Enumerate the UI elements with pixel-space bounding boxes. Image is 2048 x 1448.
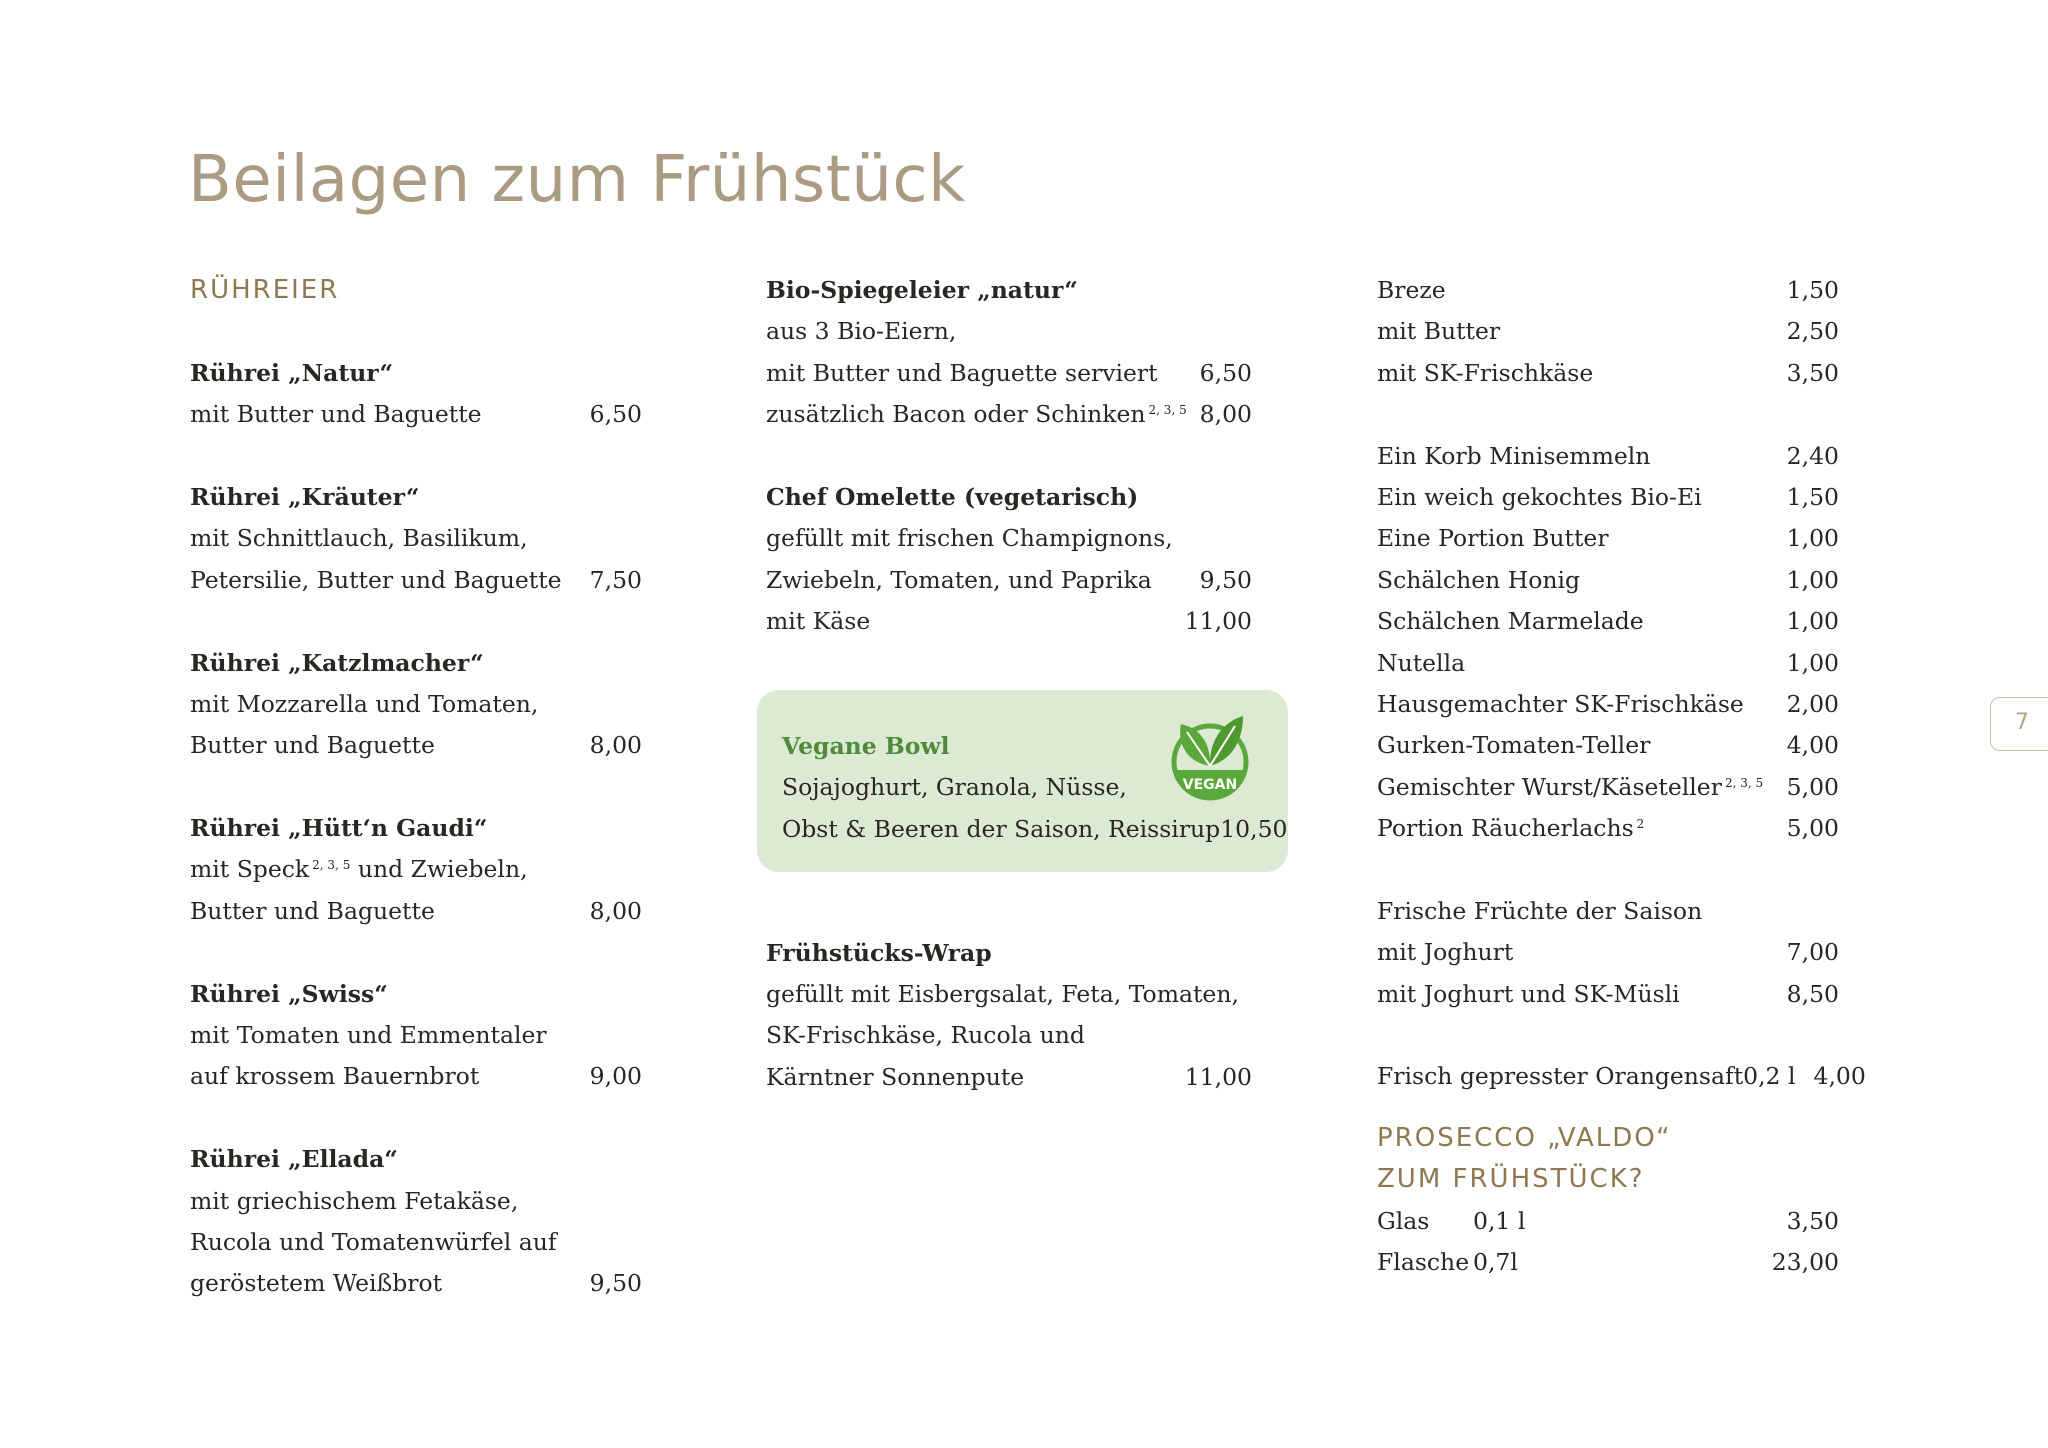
price: 8,00 bbox=[589, 731, 642, 760]
menu-item-line: aus 3 Bio-Eiern, bbox=[766, 317, 957, 346]
menu-item-name: Rührei „Natur“ bbox=[190, 358, 394, 387]
menu-item-line: mit Schnittlauch, Basilikum, bbox=[190, 524, 528, 553]
allergen-footnote: 2, 3, 5 bbox=[1724, 775, 1764, 790]
menu-item-name: Bio-Spiegeleier „natur“ bbox=[766, 276, 1078, 304]
menu-item-line: SK-Frischkäse, Rucola und bbox=[766, 1021, 1085, 1050]
menu-item-line: Eine Portion Butter 1,00 bbox=[1377, 518, 1839, 559]
price: 8,00 bbox=[1199, 400, 1252, 429]
price: 1,00 bbox=[1786, 607, 1839, 636]
section-heading-ruehreier: RÜHREIER bbox=[190, 275, 340, 305]
price: 2,00 bbox=[1786, 689, 1839, 718]
price: 1,50 bbox=[1786, 482, 1839, 511]
menu-item-line: Frische Früchte der Saison bbox=[1377, 896, 1703, 925]
price: 1,00 bbox=[1786, 565, 1839, 594]
menu-item-line: Obst & Beeren der Saison, Reissirup 10,50 bbox=[782, 809, 1252, 850]
menu-item-name: Chef Omelette (vegetarisch) bbox=[766, 482, 1139, 511]
vegan-leaf-icon bbox=[1167, 710, 1253, 802]
serving-size: 0,1 l bbox=[1473, 1206, 1526, 1235]
price: 7,00 bbox=[1786, 938, 1839, 967]
price: 2,40 bbox=[1786, 441, 1839, 470]
menu-item-line: Breze 1,50 bbox=[1377, 270, 1839, 311]
menu-item-name: Rührei „Hütt‘n Gaudi“ bbox=[190, 814, 488, 843]
menu-item-line: Gurken-Tomaten-Teller 4,00 bbox=[1377, 725, 1839, 766]
price: 8,00 bbox=[589, 896, 642, 925]
price: 5,00 bbox=[1786, 814, 1839, 843]
menu-item-name: Rührei „Kräuter“ bbox=[190, 482, 420, 511]
price: 6,50 bbox=[589, 400, 642, 429]
menu-item-line: mit Joghurt 7,00 bbox=[1377, 932, 1839, 973]
menu-item-line: mit SK-Frischkäse 3,50 bbox=[1377, 353, 1839, 394]
price: 8,50 bbox=[1786, 979, 1839, 1008]
price: 3,50 bbox=[1786, 358, 1839, 387]
column-eier-omelette bbox=[766, 270, 1252, 1098]
menu-item-line: mit Joghurt und SK-Müsli 8,50 bbox=[1377, 974, 1839, 1015]
allergen-footnote: 2 bbox=[1636, 817, 1645, 832]
svg-text:VEGAN: VEGAN bbox=[1182, 777, 1238, 793]
menu-item-line: mit Speck $^{2, 3, 5}$ und Zwiebeln, bbox=[190, 855, 528, 884]
serving-size: 0,7l bbox=[1473, 1247, 1518, 1276]
menu-item-line: Frisch gepresster Orangensaft 0,2 l 4,00 bbox=[1377, 1056, 1839, 1097]
price: 11,00 bbox=[1184, 607, 1252, 636]
menu-item-line: Rucola und Tomatenwürfel auf bbox=[190, 1227, 557, 1256]
menu-item-name: Vegane Bowl bbox=[782, 732, 950, 760]
price: 4,00 bbox=[1813, 1062, 1866, 1091]
menu-item-line: mit Tomaten und Emmentaler bbox=[190, 1021, 547, 1050]
menu-item-line: Nutella 1,00 bbox=[1377, 643, 1839, 684]
menu-item-line: Hausgemachter SK-Frischkäse 2,00 bbox=[1377, 684, 1839, 725]
vegan-bowl-box bbox=[757, 690, 1288, 872]
column-beilagen bbox=[1377, 270, 1866, 1283]
menu-item-line: Portion Räucherlachs $^2$ 5,00 bbox=[1377, 808, 1839, 849]
menu-item-line: mit Butter und Baguette serviert 6,50 bbox=[766, 353, 1252, 394]
column-ruehreier bbox=[190, 270, 642, 1305]
price: 23,00 bbox=[1771, 1247, 1839, 1276]
menu-item-name: Rührei „Katzlmacher“ bbox=[190, 648, 484, 677]
price: 11,00 bbox=[1184, 1062, 1252, 1091]
section-heading-prosecco: PROSECCO „VALDO“ bbox=[1377, 1122, 1672, 1153]
menu-item-line: Petersilie, Butter und Baguette 7,50 bbox=[190, 560, 642, 601]
menu-item-line: mit Käse 11,00 bbox=[766, 601, 1252, 642]
price: 4,00 bbox=[1786, 731, 1839, 760]
price: 1,50 bbox=[1786, 276, 1839, 304]
menu-item-name: Rührei „Swiss“ bbox=[190, 979, 388, 1008]
price: 6,50 bbox=[1199, 358, 1252, 387]
menu-item-line: Kärntner Sonnenpute 11,00 bbox=[766, 1057, 1252, 1098]
menu-item-line: Schälchen Marmelade 1,00 bbox=[1377, 601, 1839, 642]
menu-item-line: Butter und Baguette 8,00 bbox=[190, 725, 642, 766]
menu-item-line: Schälchen Honig 1,00 bbox=[1377, 560, 1839, 601]
menu-item-line: Sojajoghurt, Granola, Nüsse, bbox=[782, 773, 1127, 802]
menu-item-line: Gemischter Wurst/Käseteller $^{2, 3, 5}$ 5,00 bbox=[1377, 767, 1839, 808]
menu-item-name: Frühstücks-Wrap bbox=[766, 938, 992, 967]
menu-item-line: Ein weich gekochtes Bio-Ei 1,50 bbox=[1377, 477, 1839, 518]
menu-item-line: mit Butter und Baguette 6,50 bbox=[190, 394, 642, 435]
section-heading-prosecco: ZUM FRÜHSTÜCK? bbox=[1377, 1164, 1645, 1195]
price: 2,50 bbox=[1786, 317, 1839, 346]
menu-item-line: geröstetem Weißbrot 9,50 bbox=[190, 1263, 642, 1304]
menu-item-line: gefüllt mit Eisbergsalat, Feta, Tomaten, bbox=[766, 979, 1239, 1008]
allergen-footnote: 2, 3, 5 bbox=[1148, 403, 1187, 418]
menu-item-line: mit Mozzarella und Tomaten, bbox=[190, 689, 539, 718]
menu-item-line: gefüllt mit frischen Champignons, bbox=[766, 524, 1173, 553]
allergen-footnote: 2, 3, 5 bbox=[312, 858, 351, 873]
menu-item-line: Zwiebeln, Tomaten, und Paprika 9,50 bbox=[766, 560, 1252, 601]
price: 1,00 bbox=[1786, 648, 1839, 677]
page-title: Beilagen zum Frühstück bbox=[188, 142, 966, 217]
menu-item-line: mit griechischem Fetakäse, bbox=[190, 1186, 519, 1215]
menu-item-line: Glas 0,1 l 3,50 bbox=[1377, 1201, 1839, 1242]
price: 9,50 bbox=[1199, 565, 1252, 594]
price: 9,50 bbox=[589, 1269, 642, 1298]
price: 5,00 bbox=[1786, 772, 1839, 801]
page-number-tab: 7 bbox=[1990, 697, 2048, 751]
menu-item-line: Flasche 0,7l 23,00 bbox=[1377, 1242, 1839, 1283]
price: 3,50 bbox=[1786, 1206, 1839, 1235]
serving-size: 0,2 l bbox=[1743, 1062, 1796, 1091]
menu-item-line: Butter und Baguette 8,00 bbox=[190, 891, 642, 932]
price: 7,50 bbox=[589, 565, 642, 594]
price: 9,00 bbox=[589, 1062, 642, 1091]
menu-item-line: auf krossem Bauernbrot 9,00 bbox=[190, 1056, 642, 1097]
menu-item-name: Rührei „Ellada“ bbox=[190, 1145, 398, 1174]
menu-item-line: mit Butter 2,50 bbox=[1377, 311, 1839, 352]
price: 1,00 bbox=[1786, 524, 1839, 553]
price: 10,50 bbox=[1220, 814, 1288, 843]
menu-item-line: Ein Korb Minisemmeln 2,40 bbox=[1377, 436, 1839, 477]
menu-item-line: zusätzlich Bacon oder Schinken $^{2, 3, 5}$ 8,00 bbox=[766, 394, 1252, 435]
